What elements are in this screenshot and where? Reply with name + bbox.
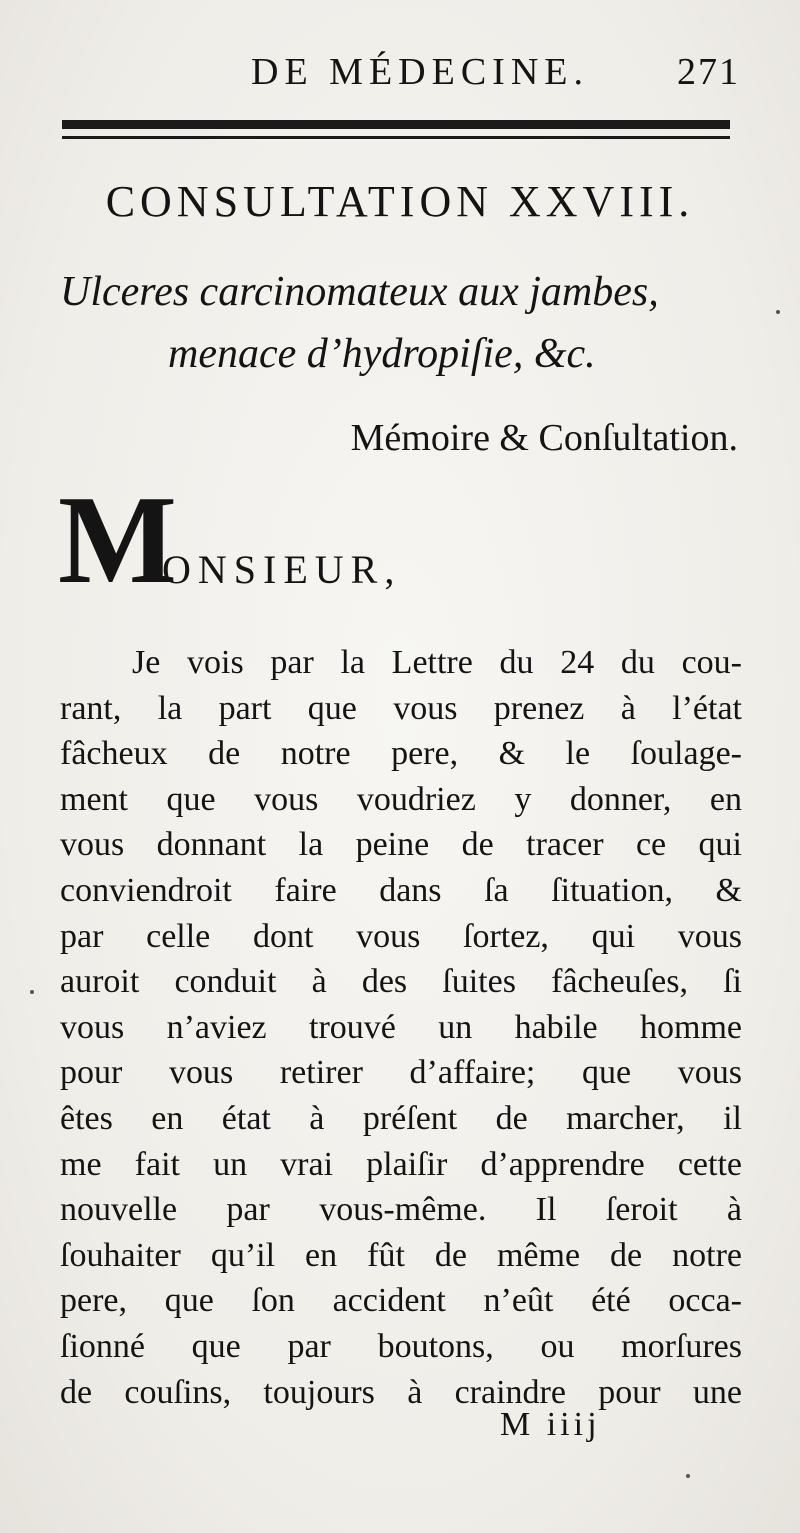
body-line: de couſins, toujours à craindre pour une — [60, 1373, 742, 1411]
ink-speck — [776, 310, 780, 314]
ink-speck — [30, 990, 34, 994]
body-line: conviendroit faire dans ſa ſituation, & — [60, 871, 742, 909]
salutation: ONSIEUR, — [162, 547, 402, 592]
body-line: nouvelle par vous-même. Il ſeroit à — [60, 1191, 742, 1229]
body-line: vous n’aviez trouvé un habile homme — [60, 1008, 742, 1046]
body-line: ment que vous voudriez y donner, en — [60, 780, 742, 818]
body-line: Je vois par la Lettre du 24 du cou- — [132, 644, 742, 681]
subtitle-line-1: Ulceres carcinomateux aux jambes, — [60, 269, 659, 315]
body-line: auroit conduit à des ſuites fâcheuſes, ſi — [60, 963, 742, 1001]
body-text — [60, 640, 742, 1415]
drop-cap: M — [58, 471, 177, 610]
signature-mark: M iiij — [500, 1406, 601, 1443]
running-head — [60, 50, 740, 100]
header-rule-thin — [62, 136, 730, 139]
body-line: me fait un vrai plaiſir d’apprendre cette — [60, 1145, 742, 1183]
body-line: par celle dont vous ſortez, qui vous — [60, 917, 742, 955]
running-title: DE MÉDECINE. — [251, 51, 589, 93]
memoire-heading: Mémoire & Conſultation. — [350, 417, 738, 459]
consultation-heading: CONSULTATION XXVIII. — [105, 177, 695, 226]
body-line: vous donnant la peine de tracer ce qui — [60, 826, 742, 864]
body-line: ſouhaiter qu’il en fût de même de notre — [60, 1236, 742, 1274]
body-line: pere, que ſon accident n’eût été occa- — [60, 1282, 742, 1320]
body-line: fâcheux de notre pere, & le ſoulage- — [60, 735, 742, 773]
body-line: ſionné que par boutons, ou morſures — [60, 1327, 742, 1365]
ink-speck — [686, 1474, 690, 1478]
body-line: rant, la part que vous prenez à l’état — [60, 689, 742, 727]
header-rule-thick — [62, 120, 730, 129]
page-number: 271 — [677, 51, 740, 93]
body-line: êtes en état à préſent de marcher, il — [60, 1099, 742, 1137]
subtitle-line-2: menace d’hydropiſie, &c. — [168, 331, 596, 377]
body-line: pour vous retirer d’affaire; que vous — [60, 1054, 742, 1092]
